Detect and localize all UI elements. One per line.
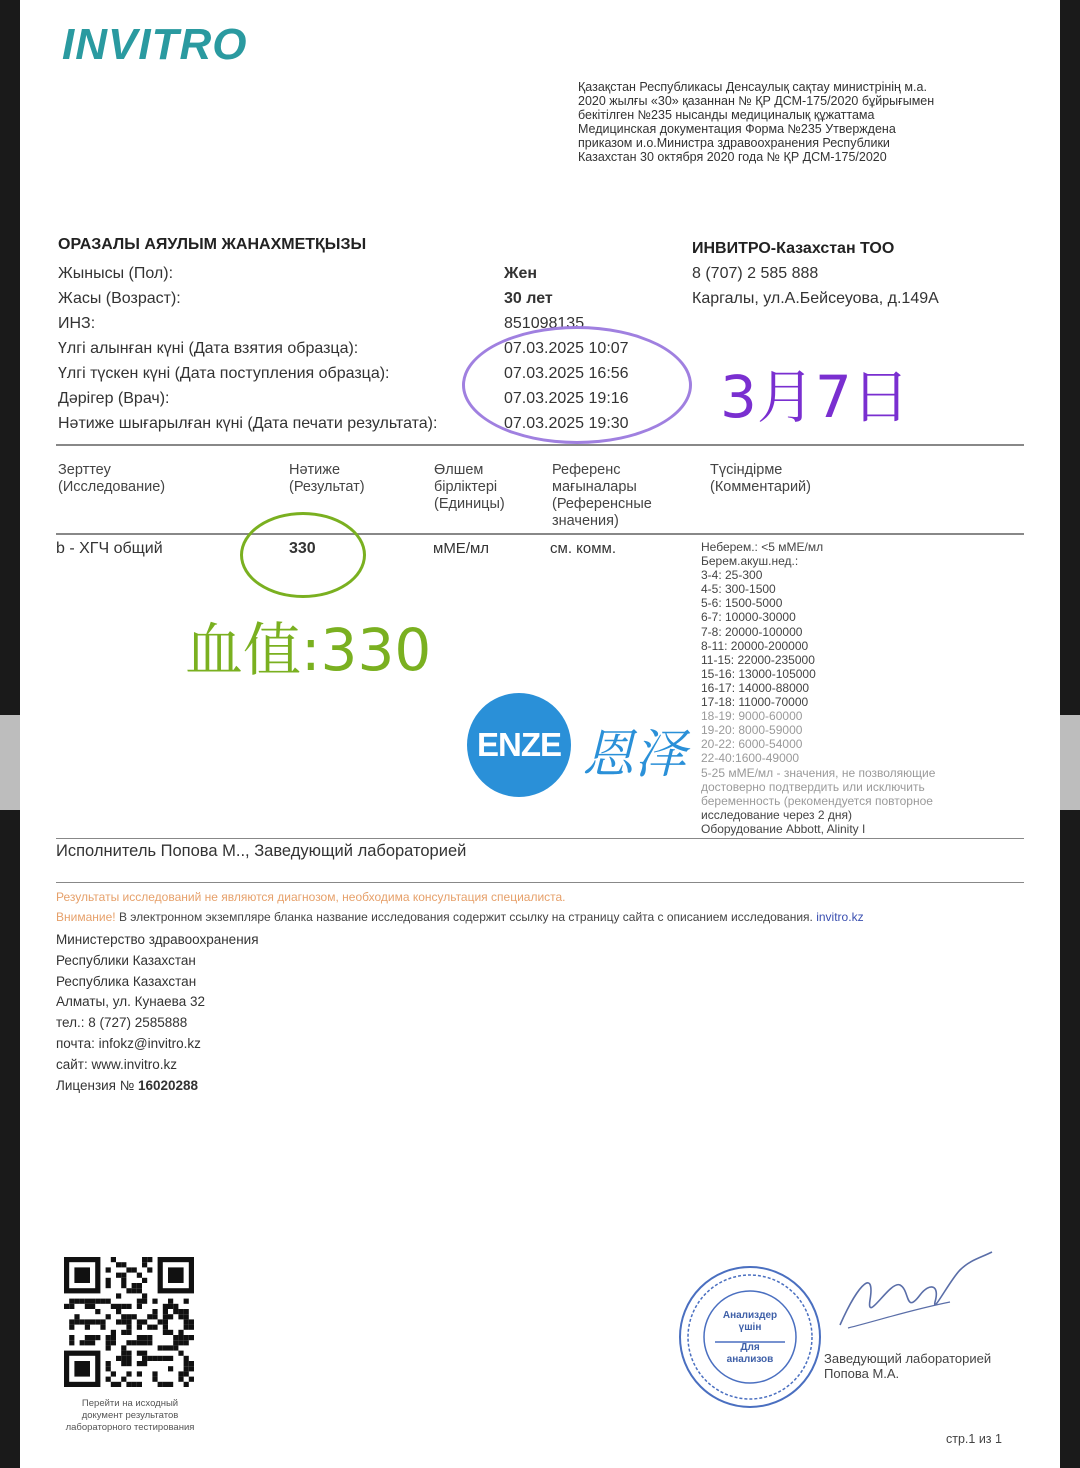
qr-code[interactable] — [64, 1255, 194, 1389]
qr-caption-line: Перейти на исходный — [81, 1398, 179, 1409]
header-line: (Исследование) — [58, 479, 166, 495]
header-line: (Результат) — [289, 479, 365, 495]
invitro-logo: INVITRO — [62, 20, 248, 69]
approval-line: бекітілген №235 нысанды медициналық құжаттама — [578, 108, 875, 122]
comment-line: Неберем.: <5 мМЕ/мл — [701, 540, 824, 554]
address-line: Министерство здравоохранения — [56, 932, 259, 947]
header-line: (Единицы) — [434, 496, 505, 512]
patient-id: 851098135 — [504, 315, 585, 332]
stamp-line: Анализдер — [722, 1310, 778, 1321]
patient-labels — [58, 261, 437, 436]
patient-sex: Жен — [504, 265, 538, 282]
header-units — [434, 462, 505, 513]
address-line: сайт: www.invitro.kz — [56, 1056, 177, 1072]
qr-caption-line: лабораторного тестирования — [65, 1422, 195, 1433]
comment-line: 8-11: 20000-200000 — [701, 638, 809, 653]
header-line: (Комментарий) — [710, 479, 811, 495]
header-reference — [552, 462, 652, 530]
lab-phone: 8 (707) 2 585 888 — [692, 265, 819, 282]
address-line: тел.: 8 (727) 2585888 — [56, 1015, 188, 1031]
patient-field-label: Үлгі алынған күні (Дата взятия образца): — [58, 340, 359, 357]
comment-line: 19-20: 8000-59000 — [701, 723, 803, 738]
enze-watermark-text: 恩泽 — [582, 725, 687, 785]
patient-age: 30 лет — [504, 290, 553, 307]
divider — [56, 533, 1024, 535]
comment-line: 18-19: 9000-60000 — [701, 709, 803, 724]
divider — [56, 882, 1024, 883]
patient-field-label: Үлгі түскен күні (Дата поступления образца): — [58, 365, 390, 382]
comment-line: 3-4: 25-300 — [701, 568, 763, 583]
comment-line: 5-25 мМЕ/мл - значения, не позволяющие — [701, 765, 936, 780]
comment-line: исследование через 2 дня) — [701, 807, 853, 822]
header-line: Нәтиже — [289, 462, 341, 478]
header-line: (Референсные — [552, 496, 652, 512]
attention-label: Внимание! — [56, 910, 116, 924]
lab-name: ИНВИТРО-Казахстан ТОО — [692, 240, 895, 257]
approval-line: приказом и.о.Министра здравоохранения Республики — [578, 136, 890, 150]
footer-address — [56, 930, 259, 1096]
page-number: стр.1 из 1 — [946, 1432, 1002, 1446]
qr-caption — [50, 1398, 210, 1434]
stamp-line: анализов — [726, 1354, 774, 1365]
comment-line: беременность (рекомендуется повторное — [701, 793, 933, 808]
address-line: почта: infokz@invitro.kz — [56, 1035, 201, 1051]
signature — [820, 1240, 1000, 1340]
header-line: Зерттеу — [58, 462, 111, 478]
enze-watermark-logo: ENZE — [467, 693, 571, 797]
sample-received-date: 07.03.2025 16:56 — [504, 365, 629, 382]
disclaimer: Результаты исследований не являются диагнозом, необходима консультация специалиста. — [56, 890, 566, 904]
comment-line: 6-7: 10000-30000 — [701, 610, 796, 625]
test-reference: см. комм. — [550, 540, 617, 557]
note-text: В электронном экземпляре бланка название исследования содержит ссылку на страницу сайта с описанием исследования. — [115, 910, 817, 924]
patient-field-label: Нәтиже шығарылған күні (Дата печати результата): — [58, 415, 438, 432]
header-comment — [710, 462, 811, 496]
electronic-copy-note — [56, 910, 864, 924]
qr-caption-line: документ результатов — [81, 1410, 179, 1421]
lab-info — [692, 236, 939, 311]
address-line: Республика Казахстан — [56, 973, 197, 989]
test-name: b - ХГЧ общий — [56, 540, 163, 557]
executor-line: Исполнитель Попова М.., Заведующий лабораторией — [56, 842, 467, 860]
test-units: мМЕ/мл — [433, 540, 490, 557]
header-line: бірліктері — [434, 479, 498, 495]
approval-line: Қазақстан Республикасы Денсаулық сақтау министрінің м.а. — [578, 80, 927, 94]
signature-caption-line: Заведующий лабораторией — [824, 1351, 992, 1366]
comment-line: 20-22: 6000-54000 — [701, 737, 803, 752]
header-line: значения) — [552, 513, 619, 529]
lab-address: Каргалы, ул.А.Бейсеуова, д.149А — [692, 290, 939, 307]
address-line: Алматы, ул. Кунаева 32 — [56, 994, 205, 1010]
address-line: Республики Казахстан — [56, 952, 196, 968]
patient-field-label: Жынысы (Пол): — [58, 265, 174, 282]
license-line — [56, 1076, 259, 1097]
license-number: 16020288 — [137, 1077, 199, 1093]
header-line: Түсіндірме — [710, 462, 783, 478]
approval-line: Казахстан 30 октября 2020 года № ҚР ДСМ-175/2020 — [578, 150, 887, 164]
divider — [56, 444, 1024, 446]
approval-line: 2020 жылғы «30» қазаннан № ҚР ДСМ-175/2020 бұйрығымен — [578, 94, 935, 108]
comment-line: 16-17: 14000-88000 — [701, 680, 810, 695]
header-line: мағыналары — [552, 479, 637, 495]
patient-field-label: Жасы (Возраст): — [58, 290, 181, 307]
stamp-line: үшін — [738, 1322, 762, 1333]
sample-taken-date: 07.03.2025 10:07 — [504, 340, 629, 357]
license-label: Лицензия № — [56, 1077, 138, 1093]
comment-line: Оборудование Abbott, Alinity I — [701, 821, 866, 836]
result-highlight-ellipse — [240, 512, 366, 598]
comment-line: достоверно подтвердить или исключить — [701, 779, 925, 794]
print-date: 07.03.2025 19:30 — [504, 415, 629, 432]
comment-line: 7-8: 20000-100000 — [701, 624, 803, 639]
comment-line: 5-6: 1500-5000 — [701, 596, 783, 611]
header-result — [289, 462, 365, 496]
comment-block — [701, 540, 1001, 836]
date-annotation: 3月7日 — [720, 363, 910, 431]
comment-line: Берем.акуш.нед.: — [701, 554, 799, 569]
comment-line: 11-15: 22000-235000 — [701, 652, 815, 667]
invitro-link[interactable]: invitro.kz — [816, 910, 864, 924]
header-study — [58, 462, 165, 496]
header-line: Референс — [552, 462, 621, 478]
comment-line: 15-16: 13000-105000 — [701, 666, 816, 681]
approval-line: Медицинская документация Форма №235 Утверждена — [578, 122, 896, 136]
date-highlight-ellipse — [462, 326, 692, 444]
patient-field-label: ИНЗ: — [58, 315, 96, 332]
comment-line: 17-18: 11000-70000 — [701, 695, 809, 710]
stamp-text — [710, 1310, 790, 1366]
divider — [56, 838, 1024, 839]
document-page — [20, 0, 1060, 1468]
comment-line: 4-5: 300-1500 — [701, 582, 776, 597]
test-result: 330 — [289, 540, 316, 557]
doctor-date: 07.03.2025 19:16 — [504, 390, 629, 407]
signature-caption-line: Попова М.А. — [824, 1366, 900, 1381]
patient-field-label: Дәрігер (Врач): — [58, 390, 170, 407]
patient-name: ОРАЗАЛЫ АЯУЛЫМ ЖАНАХМЕТҚЫЗЫ — [58, 236, 367, 253]
header-line: Өлшем — [434, 462, 484, 478]
signature-caption — [824, 1351, 991, 1381]
value-annotation: 血值:330 — [185, 616, 432, 684]
comment-line: 22-40:1600-49000 — [701, 751, 800, 766]
approval-note — [578, 80, 998, 164]
stamp-line: Для — [740, 1342, 760, 1353]
